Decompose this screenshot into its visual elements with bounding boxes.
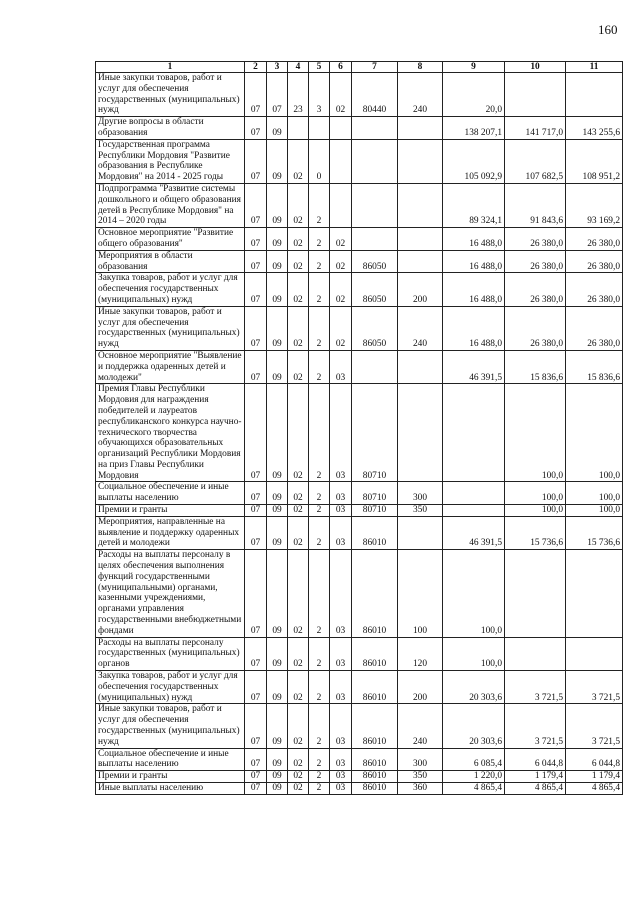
code-cell: 09 — [267, 306, 288, 350]
code-cell: 02 — [288, 273, 309, 306]
amount-cell: 46 391,5 — [443, 350, 505, 383]
code-cell: 07 — [245, 228, 267, 251]
code-cell: 86050 — [352, 306, 398, 350]
code-cell: 03 — [330, 550, 352, 637]
amount-cell — [505, 550, 566, 637]
code-cell: 02 — [288, 505, 309, 517]
code-cell: 2 — [309, 783, 330, 795]
code-cell — [288, 117, 309, 140]
amount-cell: 93 169,2 — [566, 183, 623, 227]
table-row — [96, 482, 623, 505]
amount-cell: 16 488,0 — [443, 250, 505, 273]
code-cell — [398, 350, 443, 383]
code-cell: 07 — [245, 748, 267, 771]
code-cell: 2 — [309, 550, 330, 637]
code-cell: 2 — [309, 384, 330, 482]
code-cell: 07 — [245, 250, 267, 273]
amount-cell: 46 391,5 — [443, 516, 505, 549]
table-row — [96, 783, 623, 795]
amount-cell: 26 380,0 — [505, 306, 566, 350]
code-cell: 03 — [330, 637, 352, 670]
amount-cell: 16 488,0 — [443, 228, 505, 251]
amount-cell: 4 865,4 — [566, 783, 623, 795]
amount-cell: 26 380,0 — [566, 228, 623, 251]
row-name-cell: Премия Главы Республики Мордовия для награждения победителей и лауреатов республиканского конкурса научно-технического творчества обучающихся образовательных организаций Республики Мордовия на приз Главы Республики Мордовия — [96, 384, 245, 482]
amount-cell: 26 380,0 — [566, 273, 623, 306]
code-cell: 240 — [398, 704, 443, 748]
code-cell: 86050 — [352, 273, 398, 306]
row-name-cell: Иные закупки товаров, работ и услуг для обеспечения государственных (муниципальных) нужд — [96, 306, 245, 350]
table-row — [96, 637, 623, 670]
code-cell: 300 — [398, 482, 443, 505]
code-cell: 2 — [309, 273, 330, 306]
code-cell: 07 — [245, 550, 267, 637]
code-cell: 200 — [398, 273, 443, 306]
code-cell: 02 — [330, 306, 352, 350]
amount-cell: 100,0 — [443, 550, 505, 637]
code-cell: 02 — [330, 250, 352, 273]
amount-cell: 20 303,6 — [443, 671, 505, 704]
table-row — [96, 306, 623, 350]
amount-cell — [443, 505, 505, 517]
code-cell: 07 — [245, 637, 267, 670]
table-row — [96, 704, 623, 748]
code-cell: 07 — [245, 516, 267, 549]
amount-cell: 100,0 — [566, 505, 623, 517]
code-cell: 07 — [267, 73, 288, 117]
code-cell: 86010 — [352, 704, 398, 748]
row-name-cell: Расходы на выплаты персоналу государственных (муниципальных) органов — [96, 637, 245, 670]
code-cell: 86010 — [352, 550, 398, 637]
page-number: 160 — [598, 22, 618, 37]
row-name-cell: Иные выплаты населению — [96, 783, 245, 795]
table-row — [96, 350, 623, 383]
code-cell: 02 — [288, 183, 309, 227]
code-cell: 120 — [398, 637, 443, 670]
code-cell — [398, 384, 443, 482]
table-body — [96, 73, 623, 795]
code-cell: 03 — [330, 748, 352, 771]
amount-cell: 6 044,8 — [505, 748, 566, 771]
column-header: 8 — [398, 62, 443, 73]
code-cell: 09 — [267, 637, 288, 670]
amount-cell: 3 721,5 — [505, 671, 566, 704]
code-cell: 2 — [309, 250, 330, 273]
code-cell: 2 — [309, 306, 330, 350]
code-cell: 02 — [330, 73, 352, 117]
amount-cell: 100,0 — [566, 384, 623, 482]
code-cell — [398, 228, 443, 251]
code-cell: 09 — [267, 550, 288, 637]
code-cell: 07 — [245, 704, 267, 748]
row-name-cell: Основное мероприятие "Выявление и поддержка одаренных детей и молодежи" — [96, 350, 245, 383]
column-header: 4 — [288, 62, 309, 73]
row-name-cell: Премии и гранты — [96, 505, 245, 517]
code-cell: 300 — [398, 748, 443, 771]
amount-cell: 20 303,6 — [443, 704, 505, 748]
column-header: 3 — [267, 62, 288, 73]
code-cell: 07 — [245, 505, 267, 517]
amount-cell: 89 324,1 — [443, 183, 505, 227]
table-row — [96, 183, 623, 227]
table-row — [96, 250, 623, 273]
code-cell: 2 — [309, 748, 330, 771]
code-cell — [352, 183, 398, 227]
amount-cell: 105 092,9 — [443, 139, 505, 183]
code-cell: 200 — [398, 671, 443, 704]
code-cell: 07 — [245, 384, 267, 482]
code-cell: 2 — [309, 505, 330, 517]
code-cell: 02 — [288, 384, 309, 482]
code-cell: 80710 — [352, 505, 398, 517]
code-cell: 350 — [398, 771, 443, 783]
amount-cell: 6 044,8 — [566, 748, 623, 771]
code-cell: 03 — [330, 704, 352, 748]
table-row — [96, 228, 623, 251]
amount-cell: 1 220,0 — [443, 771, 505, 783]
column-header: 5 — [309, 62, 330, 73]
code-cell: 07 — [245, 671, 267, 704]
column-header: 10 — [505, 62, 566, 73]
code-cell: 03 — [330, 350, 352, 383]
budget-table — [95, 61, 623, 795]
code-cell: 03 — [330, 771, 352, 783]
row-name-cell: Государственная программа Республики Мордовия "Развитие образования в Республике Мордовия" на 2014 - 2025 годы — [96, 139, 245, 183]
code-cell: 09 — [267, 671, 288, 704]
row-name-cell: Социальное обеспечение и иные выплаты населению — [96, 748, 245, 771]
code-cell: 80440 — [352, 73, 398, 117]
amount-cell: 100,0 — [505, 482, 566, 505]
code-cell: 360 — [398, 783, 443, 795]
amount-cell: 20,0 — [443, 73, 505, 117]
code-cell — [330, 139, 352, 183]
amount-cell: 4 865,4 — [505, 783, 566, 795]
column-header: 9 — [443, 62, 505, 73]
amount-cell: 16 488,0 — [443, 273, 505, 306]
amount-cell: 26 380,0 — [505, 273, 566, 306]
amount-cell: 91 843,6 — [505, 183, 566, 227]
code-cell: 09 — [267, 505, 288, 517]
code-cell: 02 — [288, 550, 309, 637]
row-name-cell: Иные закупки товаров, работ и услуг для обеспечения государственных (муниципальных) нужд — [96, 704, 245, 748]
code-cell: 07 — [245, 139, 267, 183]
table-row — [96, 550, 623, 637]
code-cell: 350 — [398, 505, 443, 517]
code-cell: 86010 — [352, 516, 398, 549]
code-cell: 09 — [267, 482, 288, 505]
amount-cell — [443, 482, 505, 505]
row-name-cell: Мероприятия в области образования — [96, 250, 245, 273]
code-cell — [398, 516, 443, 549]
amount-cell: 3 721,5 — [505, 704, 566, 748]
code-cell: 09 — [267, 771, 288, 783]
row-name-cell: Другие вопросы в области образования — [96, 117, 245, 140]
code-cell: 02 — [330, 228, 352, 251]
code-cell: 07 — [245, 73, 267, 117]
code-cell: 03 — [330, 671, 352, 704]
table-row — [96, 771, 623, 783]
row-name-cell: Закупка товаров, работ и услуг для обеспечения государственных (муниципальных) нужд — [96, 671, 245, 704]
code-cell: 02 — [288, 783, 309, 795]
amount-cell: 26 380,0 — [566, 306, 623, 350]
code-cell: 03 — [330, 516, 352, 549]
code-cell: 09 — [267, 783, 288, 795]
table-row — [96, 117, 623, 140]
code-cell: 09 — [267, 384, 288, 482]
code-cell: 03 — [330, 384, 352, 482]
amount-cell: 3 721,5 — [566, 704, 623, 748]
amount-cell: 1 179,4 — [505, 771, 566, 783]
code-cell: 2 — [309, 350, 330, 383]
code-cell — [398, 139, 443, 183]
code-cell: 07 — [245, 183, 267, 227]
amount-cell: 4 865,4 — [443, 783, 505, 795]
code-cell: 86050 — [352, 250, 398, 273]
header-row — [96, 62, 623, 73]
column-header: 6 — [330, 62, 352, 73]
code-cell: 02 — [288, 228, 309, 251]
column-header: 1 — [96, 62, 245, 73]
code-cell: 03 — [330, 505, 352, 517]
code-cell: 09 — [267, 228, 288, 251]
amount-cell — [443, 384, 505, 482]
code-cell: 02 — [288, 139, 309, 183]
code-cell — [330, 117, 352, 140]
code-cell: 02 — [288, 637, 309, 670]
amount-cell: 100,0 — [443, 637, 505, 670]
row-name-cell: Подпрограмма "Развитие системы дошкольного и общего образования детей в Республике Мордовия" на 2014 – 2020 годы — [96, 183, 245, 227]
code-cell — [352, 139, 398, 183]
code-cell: 86010 — [352, 771, 398, 783]
amount-cell: 107 682,5 — [505, 139, 566, 183]
code-cell: 2 — [309, 704, 330, 748]
code-cell: 07 — [245, 306, 267, 350]
amount-cell: 3 721,5 — [566, 671, 623, 704]
amount-cell: 1 179,4 — [566, 771, 623, 783]
code-cell: 86010 — [352, 637, 398, 670]
code-cell: 02 — [288, 771, 309, 783]
code-cell: 3 — [309, 73, 330, 117]
code-cell: 2 — [309, 637, 330, 670]
amount-cell: 100,0 — [505, 505, 566, 517]
code-cell — [398, 117, 443, 140]
code-cell — [330, 183, 352, 227]
code-cell — [309, 117, 330, 140]
code-cell: 100 — [398, 550, 443, 637]
code-cell: 09 — [267, 516, 288, 549]
code-cell: 2 — [309, 771, 330, 783]
amount-cell: 15 836,6 — [566, 350, 623, 383]
code-cell: 09 — [267, 704, 288, 748]
table-row — [96, 384, 623, 482]
amount-cell — [505, 637, 566, 670]
code-cell: 2 — [309, 482, 330, 505]
amount-cell: 100,0 — [505, 384, 566, 482]
table-row — [96, 748, 623, 771]
row-name-cell: Иные закупки товаров, работ и услуг для обеспечения государственных (муниципальных) нужд — [96, 73, 245, 117]
code-cell: 09 — [267, 250, 288, 273]
amount-cell: 15 736,6 — [566, 516, 623, 549]
code-cell: 02 — [288, 350, 309, 383]
code-cell — [352, 117, 398, 140]
amount-cell: 100,0 — [566, 482, 623, 505]
amount-cell: 26 380,0 — [505, 228, 566, 251]
amount-cell: 138 207,1 — [443, 117, 505, 140]
code-cell: 2 — [309, 516, 330, 549]
table-row — [96, 139, 623, 183]
column-header: 11 — [566, 62, 623, 73]
code-cell: 23 — [288, 73, 309, 117]
amount-cell: 141 717,0 — [505, 117, 566, 140]
amount-cell: 108 951,2 — [566, 139, 623, 183]
table-row — [96, 273, 623, 306]
row-name-cell: Расходы на выплаты персоналу в целях обеспечения выполнения функций государственными (муниципальными) органами, казенными учреждениями, органами управления государственными внебюджетными фондами — [96, 550, 245, 637]
code-cell: 02 — [330, 273, 352, 306]
code-cell: 07 — [245, 771, 267, 783]
code-cell: 240 — [398, 73, 443, 117]
row-name-cell: Основное мероприятие "Развитие общего образования" — [96, 228, 245, 251]
amount-cell: 15 836,6 — [505, 350, 566, 383]
code-cell: 2 — [309, 183, 330, 227]
code-cell: 240 — [398, 306, 443, 350]
code-cell: 02 — [288, 250, 309, 273]
amount-cell — [505, 73, 566, 117]
amount-cell: 26 380,0 — [505, 250, 566, 273]
code-cell — [352, 228, 398, 251]
code-cell: 09 — [267, 117, 288, 140]
code-cell: 02 — [288, 748, 309, 771]
amount-cell — [566, 73, 623, 117]
amount-cell: 143 255,6 — [566, 117, 623, 140]
row-name-cell: Социальное обеспечение и иные выплаты населению — [96, 482, 245, 505]
code-cell: 09 — [267, 183, 288, 227]
code-cell: 09 — [267, 350, 288, 383]
table-row — [96, 73, 623, 117]
code-cell: 86010 — [352, 671, 398, 704]
amount-cell — [566, 637, 623, 670]
code-cell: 02 — [288, 482, 309, 505]
column-header: 7 — [352, 62, 398, 73]
amount-cell — [566, 550, 623, 637]
row-name-cell: Закупка товаров, работ и услуг для обеспечения государственных (муниципальных) нужд — [96, 273, 245, 306]
code-cell: 02 — [288, 671, 309, 704]
code-cell: 80710 — [352, 384, 398, 482]
amount-cell: 16 488,0 — [443, 306, 505, 350]
row-name-cell: Премии и гранты — [96, 771, 245, 783]
code-cell: 09 — [267, 748, 288, 771]
code-cell: 2 — [309, 228, 330, 251]
code-cell: 86010 — [352, 748, 398, 771]
code-cell: 80710 — [352, 482, 398, 505]
table-row — [96, 516, 623, 549]
code-cell: 02 — [288, 516, 309, 549]
code-cell: 86010 — [352, 783, 398, 795]
code-cell: 03 — [330, 482, 352, 505]
amount-cell: 26 380,0 — [566, 250, 623, 273]
amount-cell: 15 736,6 — [505, 516, 566, 549]
row-name-cell: Мероприятия, направленные на выявление и поддержку одаренных детей и молодежи — [96, 516, 245, 549]
code-cell: 07 — [245, 482, 267, 505]
code-cell: 0 — [309, 139, 330, 183]
code-cell: 07 — [245, 350, 267, 383]
code-cell: 2 — [309, 671, 330, 704]
code-cell: 07 — [245, 117, 267, 140]
column-header: 2 — [245, 62, 267, 73]
table-row — [96, 505, 623, 517]
code-cell: 07 — [245, 783, 267, 795]
code-cell: 02 — [288, 704, 309, 748]
code-cell: 09 — [267, 273, 288, 306]
code-cell — [352, 350, 398, 383]
code-cell — [398, 250, 443, 273]
code-cell: 09 — [267, 139, 288, 183]
code-cell: 02 — [288, 306, 309, 350]
code-cell — [398, 183, 443, 227]
code-cell: 07 — [245, 273, 267, 306]
code-cell: 03 — [330, 783, 352, 795]
amount-cell: 6 085,4 — [443, 748, 505, 771]
table-row — [96, 671, 623, 704]
